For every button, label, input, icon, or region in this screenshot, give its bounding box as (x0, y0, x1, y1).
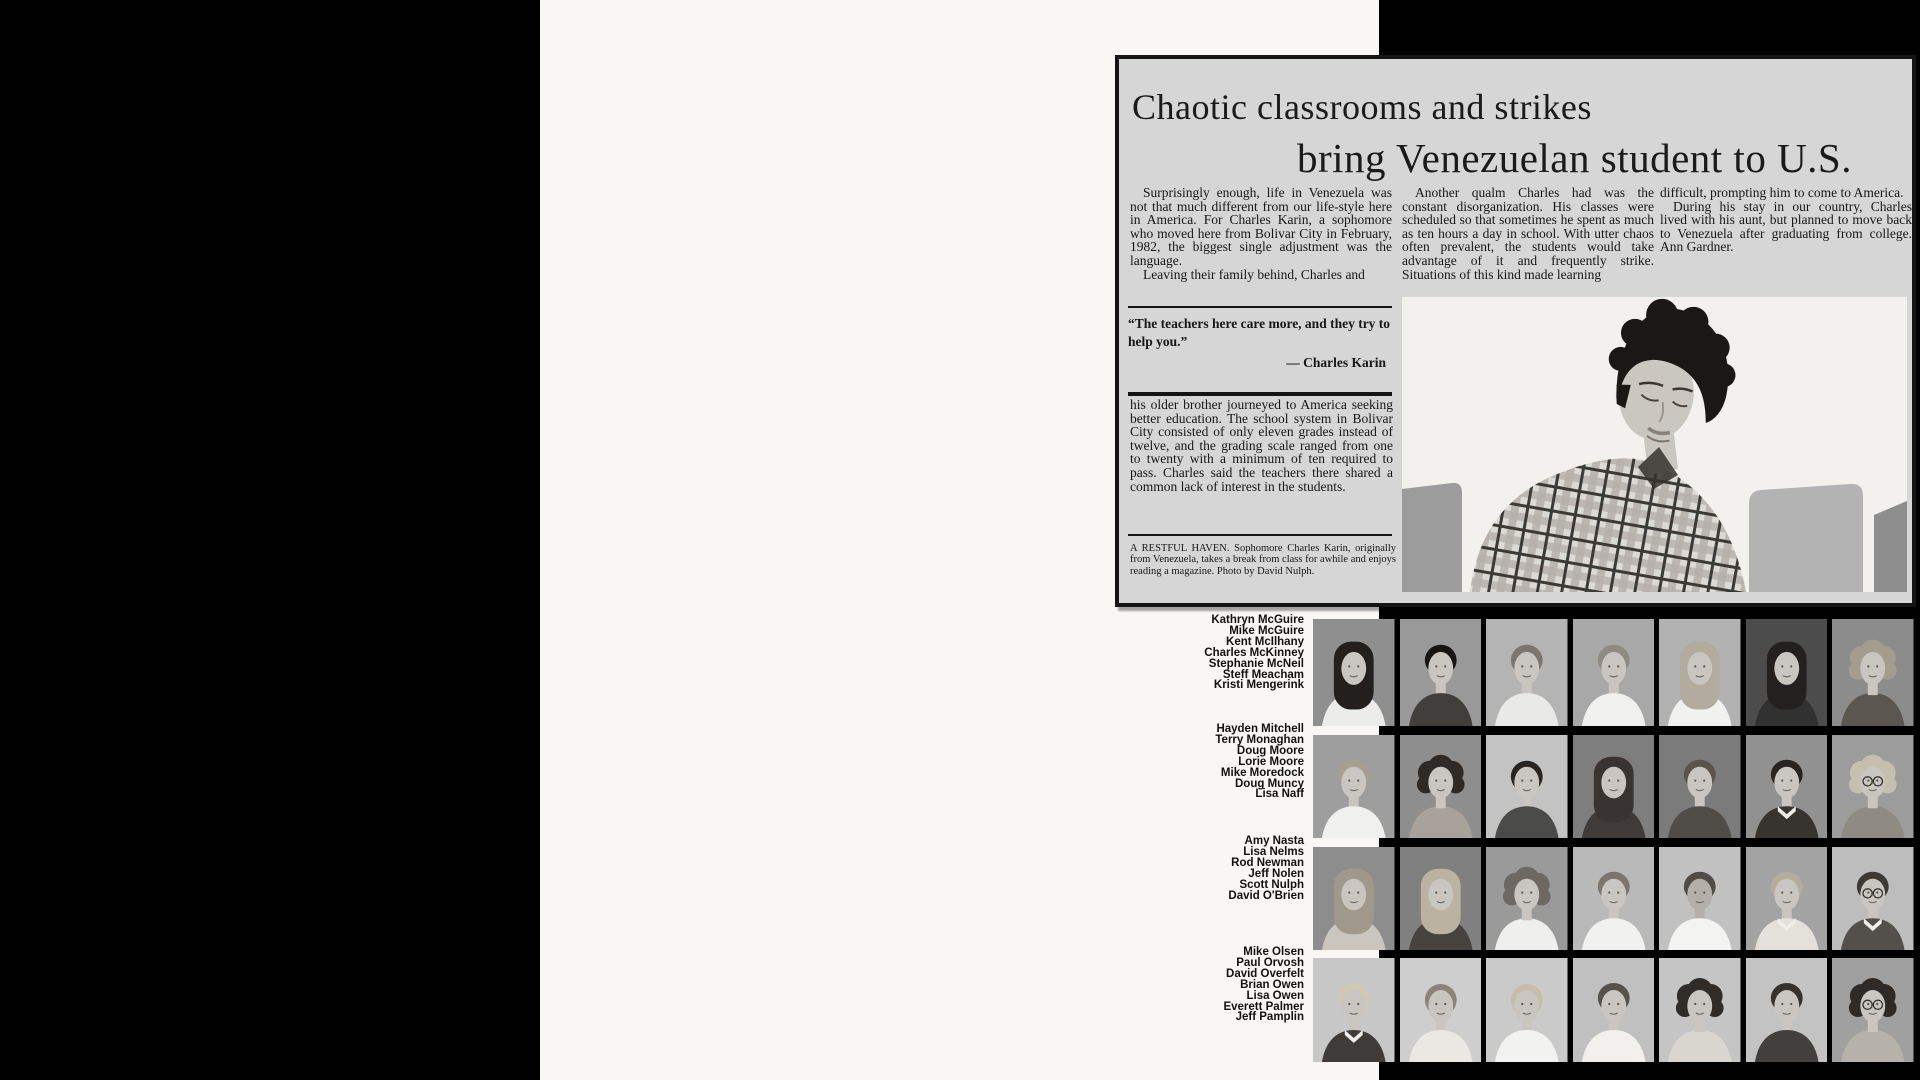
portrait-photo (1313, 847, 1395, 950)
portrait-photo (1832, 847, 1914, 950)
portrait-photo (1746, 735, 1828, 838)
feature-photo (1402, 297, 1907, 592)
portrait-photo (1486, 847, 1568, 950)
portrait-photo (1832, 735, 1914, 838)
headline-line-2: bring Venezuelan student to U.S. (1297, 135, 1852, 181)
pull-quote (1128, 315, 1394, 372)
portrait-photo (1573, 958, 1655, 1062)
pull-quote-rule-top (1128, 306, 1392, 308)
student-name: Lisa Nelms (1243, 845, 1304, 858)
portrait-row-1 (1313, 619, 1919, 726)
student-name: Doug Muncy (1235, 777, 1304, 790)
paragraph: Leaving their family behind, Charles and (1143, 266, 1365, 282)
student-name: Stephanie McNeil (1208, 657, 1304, 670)
student-name: Lisa Owen (1246, 989, 1304, 1002)
student-name: Amy Nasta (1244, 835, 1304, 847)
portrait-photo (1313, 735, 1395, 838)
portrait-photo (1573, 847, 1655, 950)
student-name: Charles McKinney (1204, 646, 1304, 659)
student-name: Hayden Mitchell (1216, 723, 1304, 735)
body-column-3 (1660, 186, 1912, 254)
article-box (1115, 55, 1916, 607)
portrait-photo (1746, 958, 1828, 1062)
student-name: Kristi Mengerink (1213, 679, 1304, 692)
student-name: Mike McGuire (1229, 624, 1304, 637)
photo-caption: A RESTFUL HAVEN. Sophomore Charles Karin, originally from Venezuela, takes a break from class for awhile and enjoys reading a magazine. Photo by David Nulph. (1130, 543, 1396, 577)
portrait-photo (1832, 958, 1914, 1062)
student-name: Rod Newman (1231, 856, 1304, 869)
student-name: Kathryn McGuire (1211, 614, 1304, 626)
pull-quote-text: “The teachers here care more, and they try to help you.” (1128, 316, 1391, 349)
student-name: David O'Brien (1228, 889, 1304, 902)
portrait-photo (1659, 958, 1741, 1062)
name-list-3 (1100, 836, 1304, 901)
portrait-photo (1486, 619, 1568, 726)
paragraph: Another qualm Charles had was the constant disorganization. His classes were scheduled so that sometimes he spent as much as ten hours a day in school. With utter chaos often prevalent, the students would take advantage of it and frequently strike. Situations of this kind made learning (1402, 185, 1654, 282)
headline-line-1: Chaotic classrooms and strikes (1132, 87, 1592, 127)
student-name: Mike Moredock (1220, 766, 1304, 779)
student-name: Lorie Moore (1238, 755, 1304, 768)
portrait-photo (1400, 847, 1482, 950)
portrait-photo (1746, 619, 1828, 726)
portrait-photo (1400, 735, 1482, 838)
caption-rule (1128, 534, 1392, 536)
portrait-photo (1746, 847, 1828, 950)
portrait-photo (1486, 735, 1568, 838)
student-name: Jeff Pamplin (1235, 1011, 1304, 1024)
portrait-photo (1313, 619, 1395, 726)
student-name: Lisa Naff (1255, 788, 1304, 801)
pull-quote-attribution: — Charles Karin (1286, 355, 1386, 370)
name-list-2 (1100, 724, 1304, 800)
portrait-photo (1573, 735, 1655, 838)
portrait-photo (1486, 958, 1568, 1062)
paragraph: During his stay in our country, Charles lived with his aunt, but planned to move back to Venezuela after graduating from college. Ann Gardner. (1660, 198, 1912, 255)
name-list-1 (1100, 615, 1304, 691)
student-name: Paul Orvosh (1236, 956, 1304, 969)
portrait-photo (1832, 619, 1914, 726)
pull-quote-rule-bottom (1128, 392, 1392, 396)
portrait-photo (1573, 619, 1655, 726)
student-name: David Overfelt (1226, 967, 1304, 980)
student-name: Steff Meacham (1222, 668, 1304, 681)
paragraph: Surprisingly enough, life in Venezuela was not that much different from our life-style here in America. For Charles Karin, a sophomore who moved here from Bolivar City in February, 1982, the biggest single adjustment was the language. (1130, 185, 1392, 268)
portrait-row-4 (1313, 958, 1919, 1062)
portrait-row-3 (1313, 847, 1919, 950)
body-column-2 (1402, 186, 1654, 281)
student-name: Scott Nulph (1239, 878, 1304, 891)
portrait-photo (1659, 847, 1741, 950)
student-name: Terry Monaghan (1215, 733, 1304, 746)
portrait-photo (1659, 735, 1741, 838)
portrait-row-2 (1313, 735, 1919, 838)
student-name: Doug Moore (1236, 744, 1304, 757)
body-column-1 (1130, 186, 1392, 281)
name-list-4 (1100, 947, 1304, 1023)
paragraph: difficult, prompting him to come to America. (1660, 185, 1904, 200)
student-name: Brian Owen (1240, 978, 1304, 991)
page (540, 0, 1912, 1080)
student-name: Jeff Nolen (1248, 867, 1304, 880)
portrait-photo (1400, 619, 1482, 726)
student-name: Kent McIlhany (1226, 635, 1304, 648)
portrait-photo (1659, 619, 1741, 726)
portrait-photo (1313, 958, 1395, 1062)
article-continuation: his older brother journeyed to America seeking better education. The school system in Bolivar City consisted of only eleven grades instead of twelve, and the grading scale ranged from one to twenty with a minimum of ten required to pass. Charles said the teachers there shared a common lack of interest in the students. (1130, 397, 1393, 494)
portrait-photo (1400, 958, 1482, 1062)
left-black-bar (0, 0, 540, 1080)
student-name: Everett Palmer (1223, 1000, 1304, 1013)
student-name: Mike Olsen (1243, 946, 1304, 958)
